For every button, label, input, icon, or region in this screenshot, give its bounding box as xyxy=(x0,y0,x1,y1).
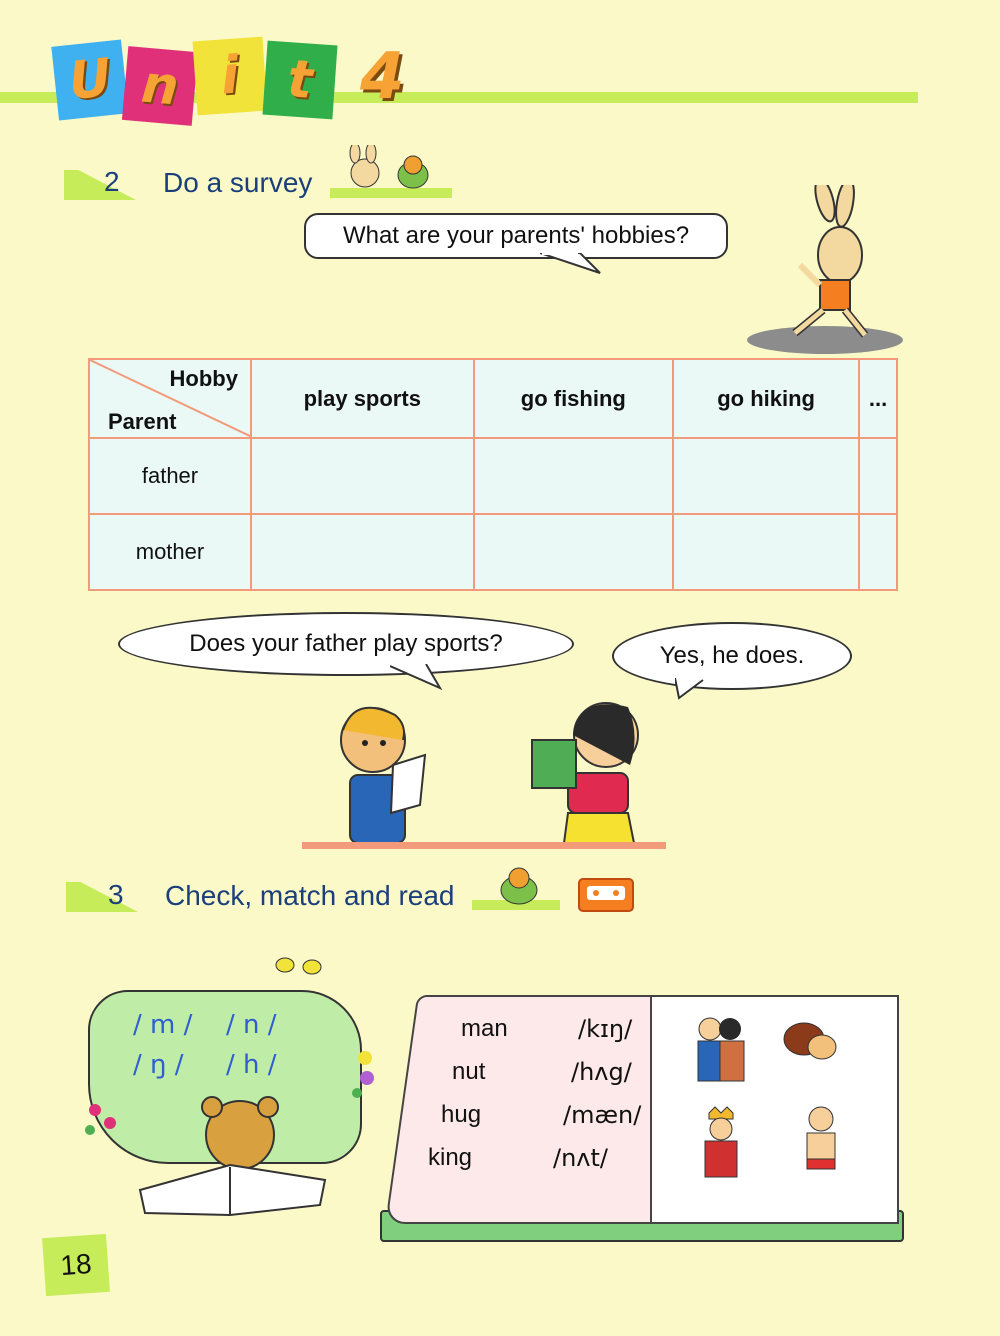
turtle-headphones-icon xyxy=(495,862,543,906)
phonetic-hug: /hʌg/ xyxy=(571,1058,632,1086)
answer-cell[interactable] xyxy=(673,514,859,590)
unit-tile-n: n xyxy=(122,46,198,126)
survey-table xyxy=(88,358,898,591)
section-3-number: 3 xyxy=(108,879,124,910)
table-row xyxy=(89,514,897,590)
section-2-title: Do a survey xyxy=(163,167,313,198)
unit-title xyxy=(55,35,345,125)
corner-header-cell xyxy=(89,359,251,438)
phonetic-nut: /nʌt/ xyxy=(553,1144,608,1172)
corner-label-parent: Parent xyxy=(108,409,177,434)
question-bubble xyxy=(304,213,728,259)
row-header: mother xyxy=(89,514,251,590)
dialog-floor-line xyxy=(302,842,666,849)
page-number: 18 xyxy=(42,1234,110,1296)
answer-cell[interactable] xyxy=(251,514,474,590)
rabbit-turtle-icon xyxy=(335,145,445,193)
flowers-icon xyxy=(345,1048,390,1103)
answer-cell[interactable] xyxy=(474,514,674,590)
corner-label-hobby: Hobby xyxy=(169,366,238,391)
column-header: ... xyxy=(859,359,897,438)
bubble-tail xyxy=(540,253,610,275)
answer-cell[interactable] xyxy=(474,438,674,514)
answer-cell[interactable] xyxy=(251,438,474,514)
section-3-title: Check, match and read xyxy=(165,880,455,911)
unit-tile-u: U xyxy=(51,40,128,121)
king-picture xyxy=(693,1105,751,1181)
cassette-tape-icon[interactable] xyxy=(578,878,634,912)
answer-cell[interactable] xyxy=(859,514,897,590)
girl-bubble-tail xyxy=(675,678,715,700)
sound-m: / m / xyxy=(133,1010,193,1040)
boy-bubble-tail xyxy=(390,664,450,690)
column-header: play sports xyxy=(251,359,474,438)
word-man: man xyxy=(461,1015,508,1042)
unit-tile-i: i xyxy=(193,37,268,116)
bear-reading-illustration xyxy=(130,1095,340,1220)
hug-picture xyxy=(690,1013,750,1085)
row-header: father xyxy=(89,438,251,514)
question-text: What are your parents' hobbies? xyxy=(342,222,690,249)
column-header: go fishing xyxy=(474,359,674,438)
man-picture xyxy=(793,1103,849,1183)
answer-cell[interactable] xyxy=(859,438,897,514)
word-book xyxy=(385,995,900,1240)
answer-cell[interactable] xyxy=(673,438,859,514)
boy-speech-text: Does your father play sports? xyxy=(189,630,503,657)
phonetic-man: /mæn/ xyxy=(563,1101,642,1129)
nut-picture xyxy=(780,1017,840,1063)
girl-character xyxy=(528,695,648,845)
section-2-number: 2 xyxy=(104,166,120,197)
word-hug: hug xyxy=(441,1101,482,1128)
table-header-row xyxy=(89,359,897,438)
girl-speech-bubble xyxy=(612,622,852,690)
section-3-tab xyxy=(66,882,138,912)
rabbit-character xyxy=(745,185,905,355)
girl-speech-text: Yes, he does. xyxy=(659,642,805,669)
section-2-tab xyxy=(64,170,136,200)
unit-number: 4 xyxy=(360,40,405,114)
phonetic-king: /kɪŋ/ xyxy=(578,1015,633,1043)
book-left-page xyxy=(385,995,691,1224)
word-king: king xyxy=(428,1144,473,1171)
table-row xyxy=(89,438,897,514)
flowers-icon xyxy=(75,1095,135,1145)
book-right-page xyxy=(650,995,899,1224)
sound-ng: / ŋ / xyxy=(133,1050,184,1080)
sound-n: / n / xyxy=(226,1010,277,1040)
boy-speech-bubble xyxy=(118,612,574,676)
column-header: go hiking xyxy=(673,359,859,438)
boy-character xyxy=(325,695,440,845)
unit-tile-t: t xyxy=(263,41,338,120)
word-nut: nut xyxy=(452,1058,486,1085)
bees-icon xyxy=(270,945,330,980)
sound-h: / h / xyxy=(226,1050,277,1080)
